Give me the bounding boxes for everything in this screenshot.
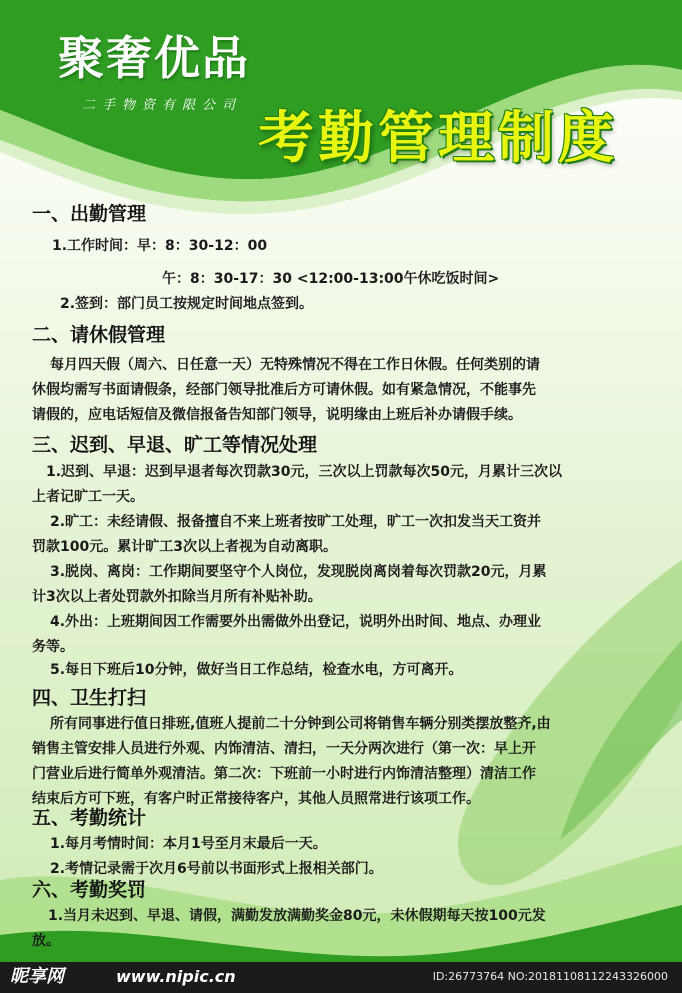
section-line: 5.每日下班后10分钟，做好当日工作总结，检查水电，方可离开。 [50,662,463,678]
section-line: 销售主管安排人员进行外观、内饰清洁、清扫，一天分两次进行（第一次：早上开 [32,741,536,757]
watermark-url[interactable]: www.nipic.cn [116,967,236,986]
section-line: 上者记旷工一天。 [32,489,144,505]
section-line: 门营业后进行简单外观清洁。第二次：下班前一小时进行内饰清洁整理）清洁工作 [32,766,536,782]
section-line: 放。 [32,933,60,949]
section-heading: 四、卫生打扫 [32,687,147,709]
section-line: 1.当月未迟到、早退、请假，满勤发放满勤奖金80元，未休假期每天按100元发 [48,908,546,924]
section-heading: 三、迟到、早退、旷工等情况处理 [32,434,318,456]
section-line: 计3次以上者处罚款外扣除当月所有补贴补助。 [32,589,322,605]
section-line: 所有同事进行值日排班,值班人提前二十分钟到公司将销售车辆分别类摆放整齐,由 [50,716,551,732]
brand-subtitle: 二手物资有限公司 [82,98,243,113]
section-line: 2.考情记录需于次月6号前以书面形式上报相关部门。 [50,861,383,877]
section-line: 务等。 [32,639,74,655]
section-line: 请假的，应电话短信及微信报备告知部门领导，说明缘由上班后补办请假手续。 [32,407,522,423]
section-line: 3.脱岗、离岗：工作期间要坚守个人岗位，发现脱岗离岗着每次罚款20元，月累 [50,564,547,580]
section-line: 午：8：30-17：30 <12:00-13:00午休吃饭时间> [162,271,500,287]
section-line: 2.旷工：未经请假、报备擅自不来上班者按旷工处理，旷工一次扣发当天工资并 [50,514,542,530]
watermark-logo: 昵享网 [10,966,64,987]
section-heading: 六、考勤奖罚 [32,879,147,901]
watermark-bar [0,962,682,993]
section-line: 1.迟到、早退：迟到早退者每次罚款30元，三次以上罚款每次50元，月累计三次以 [46,464,563,480]
page-title: 考勤管理制度 [258,106,618,171]
section-line: 2.签到：部门员工按规定时间地点签到。 [60,296,314,312]
section-line: 1.工作时间：早：8：30-12：00 [52,238,268,254]
watermark-id: ID:26773764 NO:20181108112243326000 [432,970,668,983]
section-line: 1.每月考情时间：本月1号至月末最后一天。 [50,836,327,852]
section-heading: 二、请休假管理 [32,324,166,346]
section-line: 罚款100元。累计旷工3次以上者视为自动离职。 [32,539,337,555]
section-heading: 一、出勤管理 [32,203,147,225]
section-line: 每月四天假（周六、日任意一天）无特殊情况不得在工作日休假。任何类别的请 [50,357,540,373]
brand-logo-text: 聚奢优品 [58,31,250,85]
section-heading: 五、考勤统计 [32,807,147,829]
section-line: 结束后方可下班，有客户时正常接待客户，其他人员照常进行该项工作。 [32,791,480,807]
section-line: 休假均需写书面请假条，经部门领导批准后方可请休假。如有紧急情况，不能事先 [32,382,536,398]
section-line: 4.外出：上班期间因工作需要外出需做外出登记，说明外出时间、地点、办理业 [50,614,542,630]
